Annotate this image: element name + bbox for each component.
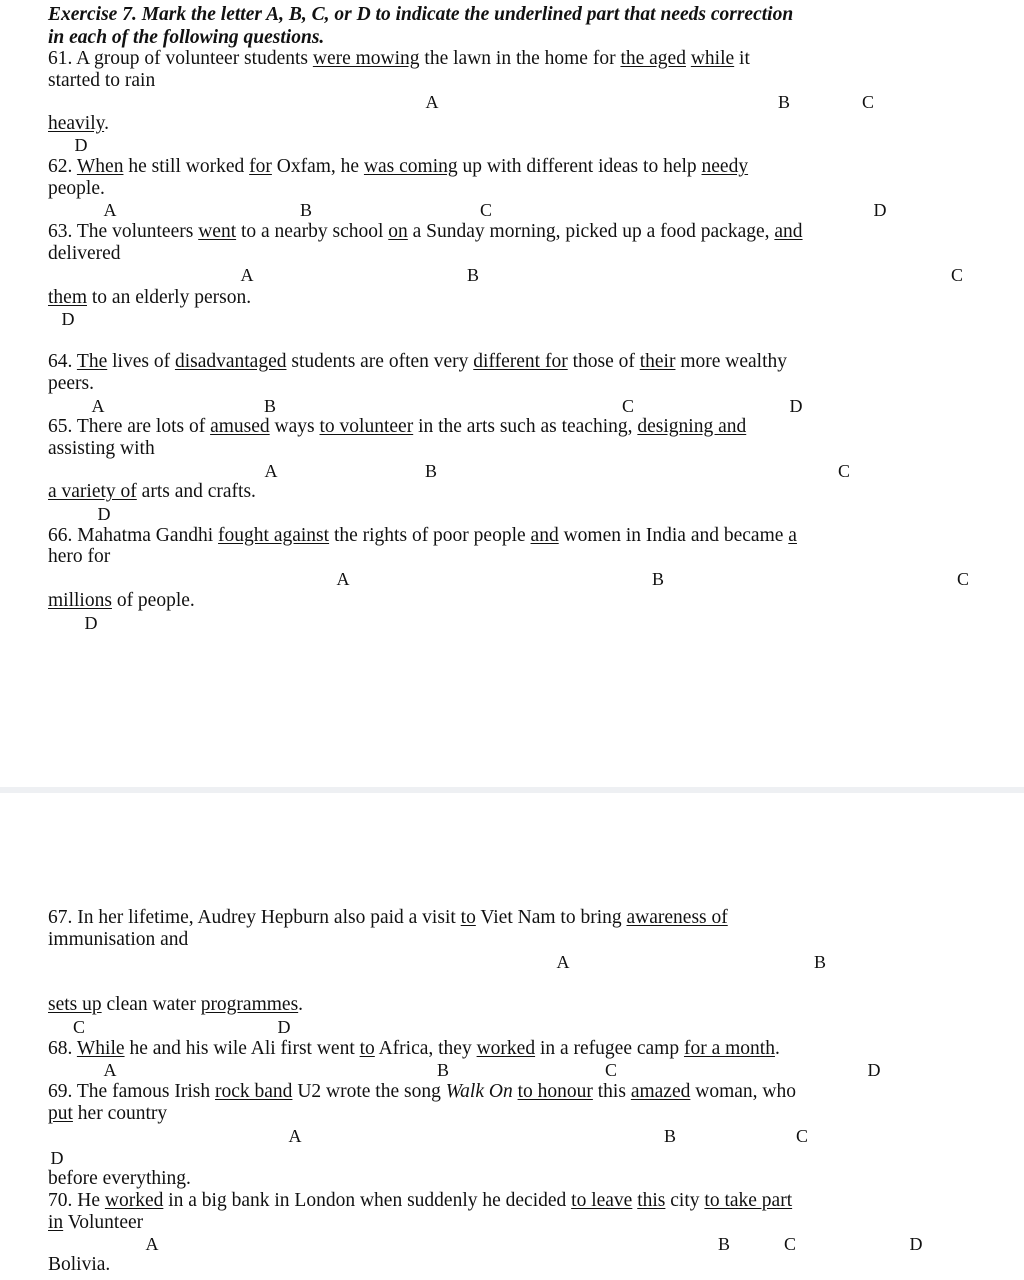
q70-label-c: C [783, 1234, 797, 1254]
question-69: 69. The famous Irish rock band U2 wrote the song Walk On to honour this amazed woman, who [48, 1081, 796, 1102]
exercise-title: Exercise 7. Mark the letter A, B, C, or D to indicate the underlined part that needs correction [48, 4, 794, 25]
q61-line-3: heavily. [48, 113, 110, 134]
q66-option-d: millions [48, 590, 112, 611]
question-68: 68. While he and his wile Ali first went to Africa, they worked in a refugee camp for a month. [48, 1038, 780, 1059]
question-67: 67. In her lifetime, Audrey Hepburn also paid a visit to Viet Nam to bring awareness of [48, 907, 728, 928]
q66-label-c: C [956, 569, 970, 589]
q67-option-c: sets up [48, 994, 102, 1015]
q70-label-d: D [909, 1234, 923, 1254]
question-62: 62. When he still worked for Oxfam, he was coming up with different ideas to help needy [48, 156, 749, 177]
q67-option-a: to [460, 907, 476, 928]
q63-option-a: went [198, 221, 237, 242]
q69-label-a: A [288, 1126, 302, 1146]
page-break [0, 787, 1024, 793]
q67-label-a: A [556, 952, 570, 972]
q62-line-2: people. [48, 178, 105, 199]
q62-label-b: B [299, 200, 313, 220]
q66-line-2: hero for [48, 546, 111, 567]
q63-line-2: delivered [48, 243, 121, 264]
q67-label-b: B [813, 952, 827, 972]
q63-option-c: and [774, 221, 803, 242]
q70-option-a: worked [104, 1190, 164, 1211]
q66-label-b: B [651, 569, 665, 589]
q64-option-d: their [639, 351, 676, 372]
q63-label-b: B [466, 265, 480, 285]
q68-option-c: worked [476, 1038, 536, 1059]
q62-label-d: D [873, 200, 887, 220]
q64-option-b: disadvantaged [174, 351, 287, 372]
q65-option-c: designing and [637, 416, 747, 437]
q65-option-d: a variety of [48, 481, 137, 502]
q70-option-b: to leave [571, 1190, 633, 1211]
q69-line-2: put her country [48, 1103, 168, 1124]
question-61: 61. A group of volunteer students were mowing the lawn in the home for the aged while it [48, 48, 750, 69]
q65-label-c: C [837, 461, 851, 481]
q63-label-d: D [61, 309, 75, 329]
q65-line-2: assisting with [48, 438, 155, 459]
q61-option-b: the aged [620, 48, 686, 69]
q64-label-b: B [263, 396, 277, 416]
q70-option-d-cont: in [48, 1212, 64, 1233]
question-65: 65. There are lots of amused ways to volunteer in the arts such as teaching, designing and [48, 416, 747, 437]
q69-option-b: to honour [517, 1081, 593, 1102]
q64-label-a: A [91, 396, 105, 416]
q70-label-b: B [717, 1234, 731, 1254]
question-63: 63. The volunteers went to a nearby school on a Sunday morning, picked up a food package, and [48, 221, 803, 242]
q65-line-3: a variety of arts and crafts. [48, 481, 256, 502]
question-70: 70. He worked in a big bank in London when suddenly he decided to leave this city to take part [48, 1190, 793, 1211]
q65-label-d: D [97, 504, 111, 524]
q62-option-a: When [76, 156, 124, 177]
q64-label-c: C [621, 396, 635, 416]
q64-option-a: The [76, 351, 108, 372]
q63-option-b: on [388, 221, 408, 242]
q67-label-c: C [72, 1017, 86, 1037]
song-title: Walk On [445, 1081, 513, 1102]
q70-line-3: Bolivia. [48, 1254, 111, 1275]
q61-option-c: while [690, 48, 735, 69]
q69-line-3: before everything. [48, 1168, 191, 1189]
question-66: 66. Mahatma Gandhi fought against the rights of poor people and women in India and became a [48, 525, 797, 546]
q68-label-a: A [103, 1060, 117, 1080]
question-64: 64. The lives of disadvantaged students are often very different for those of their more wealthy [48, 351, 787, 372]
q64-line-2: peers. [48, 373, 95, 394]
q62-option-d: needy [701, 156, 749, 177]
q62-label-a: A [103, 200, 117, 220]
q62-option-b: for [249, 156, 272, 177]
q64-label-d: D [789, 396, 803, 416]
q67-label-d: D [277, 1017, 291, 1037]
q69-option-a: rock band [215, 1081, 293, 1102]
q61-option-a: were mowing [312, 48, 420, 69]
q61-label-b: B [777, 92, 791, 112]
q67-option-b: awareness of [626, 907, 728, 928]
q66-label-d: D [84, 613, 98, 633]
q61-label-d: D [74, 135, 88, 155]
q66-line-3: millions of people. [48, 590, 195, 611]
q61-label-c: C [861, 92, 875, 112]
q66-option-c: a [788, 525, 797, 546]
q68-label-d: D [867, 1060, 881, 1080]
q61-label-a: A [425, 92, 439, 112]
q70-option-c: this [637, 1190, 666, 1211]
q68-label-b: B [436, 1060, 450, 1080]
q63-label-c: C [950, 265, 964, 285]
q61-option-d: heavily [48, 113, 105, 134]
q69-label-c: C [795, 1126, 809, 1146]
q64-option-c: different for [473, 351, 568, 372]
q68-option-b: to [359, 1038, 375, 1059]
q65-label-b: B [424, 461, 438, 481]
q65-option-a: amused [210, 416, 270, 437]
q62-option-c: was coming [363, 156, 458, 177]
q62-label-c: C [479, 200, 493, 220]
q69-label-d: D [50, 1148, 64, 1168]
q66-option-b: and [530, 525, 559, 546]
q61-line-2: started to rain [48, 70, 156, 91]
q65-label-a: A [264, 461, 278, 481]
q65-option-b: to volunteer [319, 416, 414, 437]
q69-label-b: B [663, 1126, 677, 1146]
q66-option-a: fought against [218, 525, 330, 546]
q69-option-c: amazed [630, 1081, 691, 1102]
q63-line-3: them to an elderly person. [48, 287, 252, 308]
q70-line-2: in Volunteer [48, 1212, 144, 1233]
q67-option-d: programmes [200, 994, 299, 1015]
q67-line-3: sets up clean water programmes. [48, 994, 304, 1015]
q63-option-d: them [48, 287, 87, 308]
q67-line-2: immunisation and [48, 929, 189, 950]
q63-label-a: A [240, 265, 254, 285]
q66-label-a: A [336, 569, 350, 589]
q70-label-a: A [145, 1234, 159, 1254]
q70-option-d: to take part [704, 1190, 793, 1211]
q68-option-d: for a month [683, 1038, 775, 1059]
q69-option-d: put [48, 1103, 73, 1124]
q68-option-a: While [76, 1038, 125, 1059]
exercise-instructions: in each of the following questions. [48, 27, 325, 48]
q68-label-c: C [604, 1060, 618, 1080]
